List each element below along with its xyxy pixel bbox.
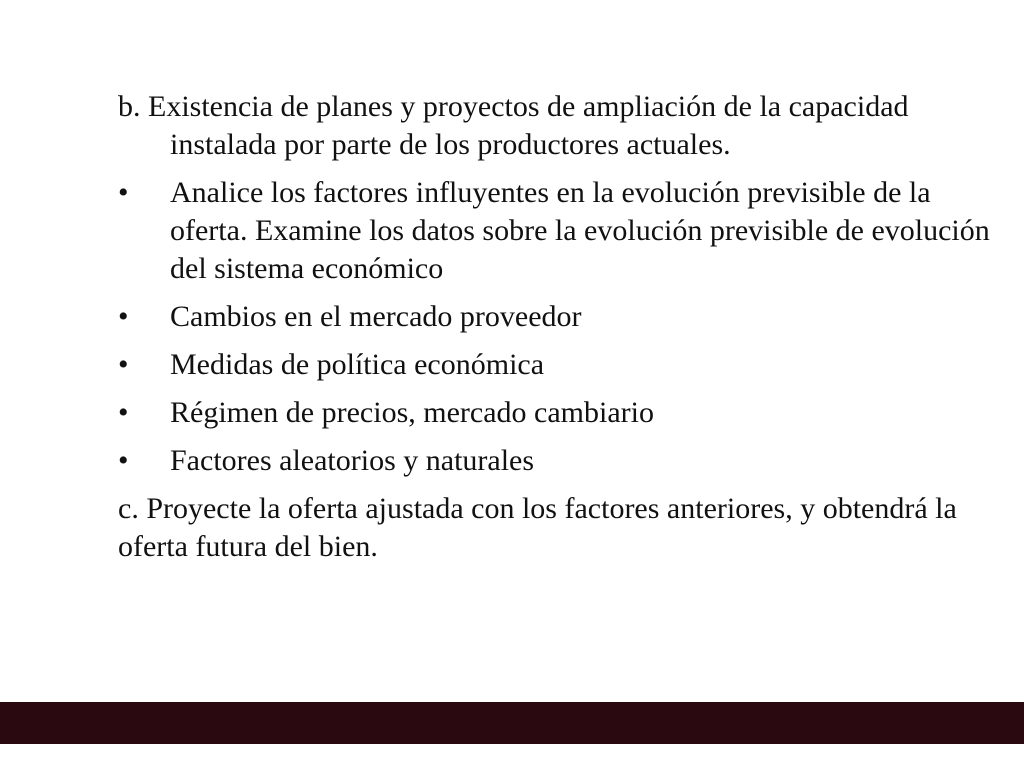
bullet-text: Medidas de política económica: [170, 348, 545, 381]
bullet-mark: •: [118, 348, 129, 381]
bullet-item-4: [118, 394, 998, 432]
bullet-mark: •: [118, 444, 129, 477]
slide-content: [118, 88, 998, 576]
bullet-text: Factores aleatorios y naturales: [170, 444, 535, 477]
bullet-text: Cambios en el mercado proveedor: [170, 300, 582, 333]
bullet-item-2: [118, 298, 998, 336]
bullet-item-1: [118, 174, 998, 288]
bullet-item-5: [118, 442, 998, 480]
bullet-text: Régimen de precios, mercado cambiario: [170, 396, 654, 429]
bullet-text: Analice los factores influyentes en la evolución previsible de la oferta. Examine los datos sobre la evolución previsible de evolución del sistema económico: [170, 176, 990, 285]
paragraph-c: c. Proyecte la oferta ajustada con los factores anteriores, y obtendrá la oferta futura del bien.: [118, 492, 957, 563]
paragraph-b: b. Existencia de planes y proyectos de ampliación de la capacidad instalada por parte de los productores actuales.: [118, 90, 909, 161]
bullet-item-3: [118, 346, 998, 384]
bullet-mark: •: [118, 396, 129, 429]
bullet-mark: •: [118, 176, 129, 209]
bullet-mark: •: [118, 300, 129, 333]
footer-bar: [0, 702, 1024, 744]
